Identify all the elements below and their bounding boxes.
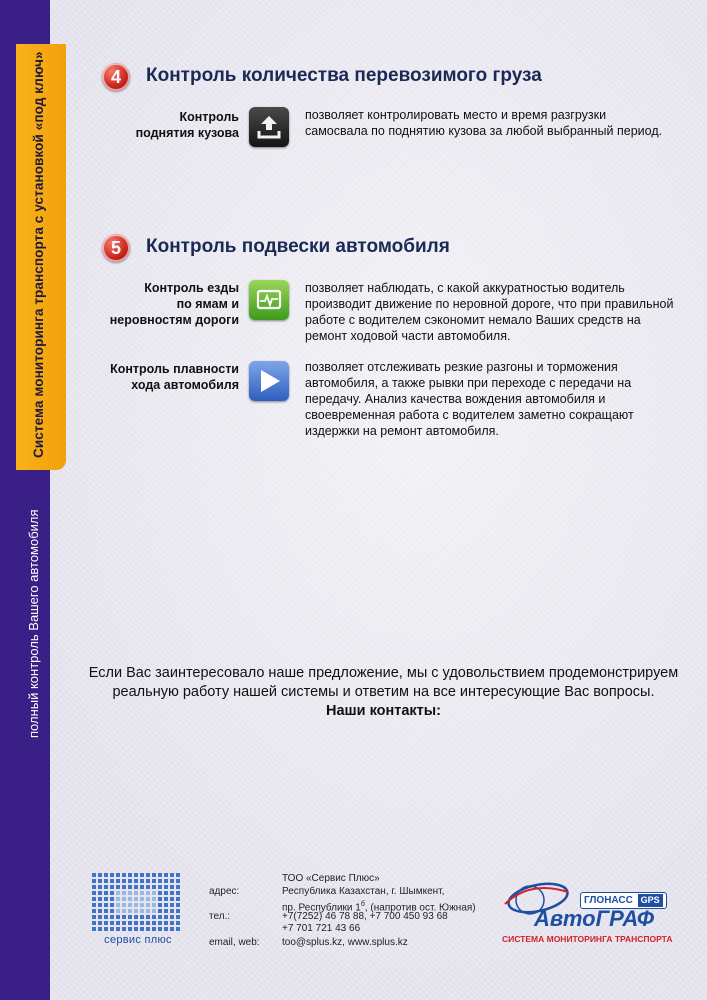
email-web-link[interactable]: too@splus.kz, www.splus.kz — [282, 937, 408, 948]
address-line: Республика Казахстан, г. Шымкент, — [282, 886, 445, 897]
phone-line: +7(7252) 46 78 88, +7 700 450 93 68 — [282, 911, 448, 922]
sidebar-vertical-title: Система мониторинга транспорта с установкой «под ключ» — [31, 51, 46, 458]
section-title: Контроль количества перевозимого груза — [146, 65, 542, 86]
phone-label: тел.: — [209, 911, 231, 922]
section-title: Контроль подвески автомобиля — [146, 236, 450, 257]
feature-description: позволяет контролировать место и время разгрузки самосвала по поднятию кузова за любой выбранный период. — [305, 108, 663, 138]
upload-icon — [249, 107, 289, 147]
contacts-heading: Наши контакты: — [326, 703, 441, 719]
brand-name: АвтоГРАФ — [534, 906, 655, 931]
company-logo — [92, 873, 182, 933]
closing-paragraph: Если Вас заинтересовало наше предложение, мы с удовольствием продемонстрируем реальную работу нашей системы и ответим на все интересующие Вас вопросы. Наши контакты: — [60, 664, 707, 721]
brand-tagline: СИСТЕМА МОНИТОРИНГА ТРАНСПОРТА — [502, 934, 673, 944]
feature-description: позволяет наблюдать, с какой аккуратностью водитель производит движение по неровной дороге, что при правильной работе с водителем сэкономит немало Ваших средств на ремонт ходовой части автомобиля. — [305, 281, 674, 343]
brand-badge: ГЛОНАСС GPS — [580, 892, 667, 909]
company-name: ТОО «Сервис Плюс» — [282, 873, 380, 884]
brand-logo — [500, 870, 673, 950]
email-label: email, web: — [209, 937, 260, 948]
address-line: пр. Республики $1^б$, (напротив ост. Южная) — [282, 901, 476, 914]
feature-description: позволяет отслеживать резкие разгоны и торможения автомобиля, а также рывки при переходе с передачи на передачу. Анализ качества вождения автомобиля и своевременная работа с водителем заметно сокращают издержки на ремонт автомобиля. — [305, 360, 634, 438]
section-number-badge: 4 — [102, 63, 130, 91]
pulse-monitor-icon — [249, 280, 289, 320]
feature-label: Контроль езды по ямам и неровностям дороги — [109, 281, 239, 327]
feature-label: Контроль поднятия кузова — [135, 110, 239, 140]
company-logo-caption: сервис плюс — [104, 934, 172, 946]
address-label: адрес: — [209, 886, 240, 897]
phone-line: +7 701 721 43 66 — [282, 923, 361, 934]
section-number-badge: 5 — [102, 234, 130, 262]
feature-label: Контроль плавности хода автомобиля — [110, 362, 239, 392]
play-icon — [249, 361, 289, 401]
sidebar-vertical-subtitle: полный контроль Вашего автомобиля — [26, 509, 41, 738]
